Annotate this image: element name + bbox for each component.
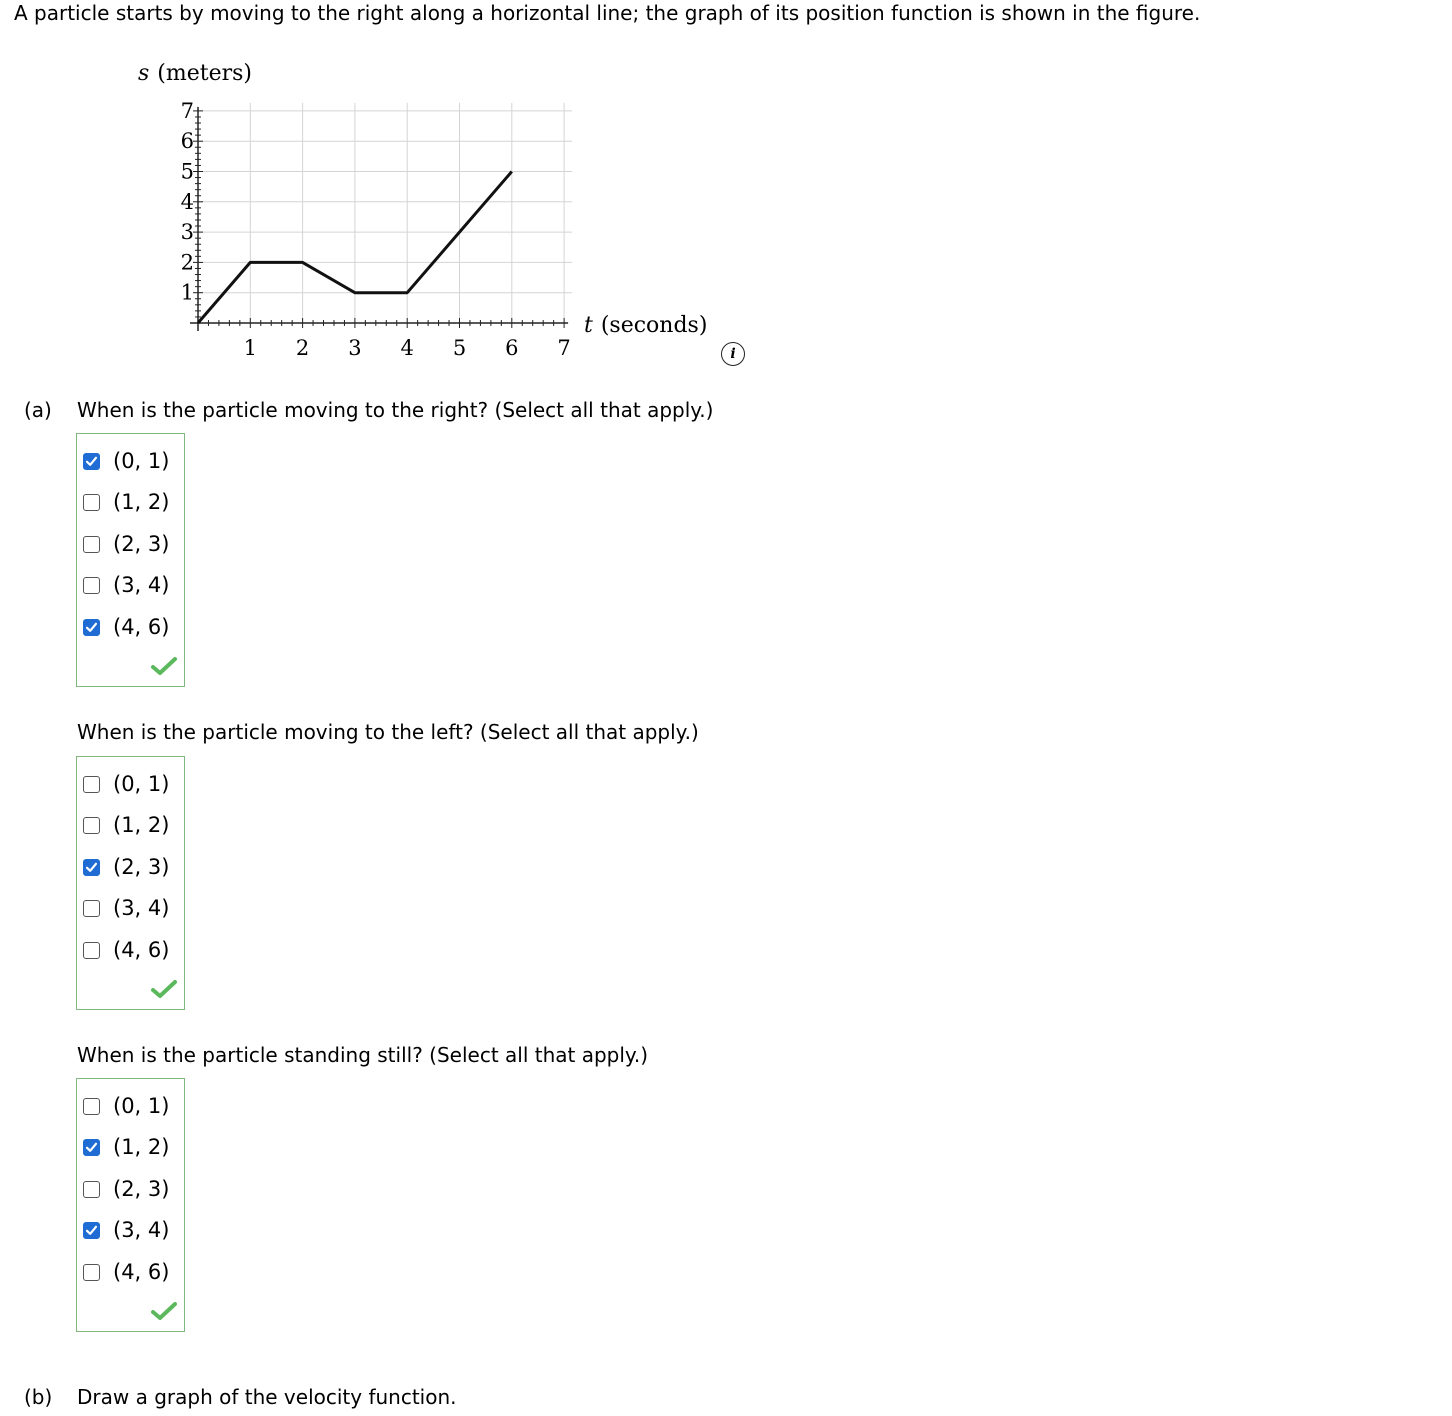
answer-group-left [76,756,185,1010]
checkbox[interactable] [83,494,100,511]
x-tick-label: 5 [452,336,467,360]
checkbox[interactable] [83,942,100,959]
option-label: (1, 2) [113,490,170,514]
option-label: (1, 2) [113,1135,170,1159]
option-label: (4, 6) [113,615,170,639]
option-label: (0, 1) [113,449,170,473]
option-0-3[interactable] [83,572,169,598]
x-axis-var: t [584,313,593,338]
checkbox[interactable] [83,453,100,470]
option-label: (4, 6) [113,1260,170,1284]
option-2-0[interactable] [83,1093,169,1119]
graph-minor-ticks [193,111,564,328]
option-label: (0, 1) [113,1094,170,1118]
y-tick-label: 4 [180,189,194,214]
x-tick-label: 3 [348,336,362,360]
x-tick-label: 7 [557,336,571,360]
option-label: (2, 3) [113,1177,170,1201]
option-label: (3, 4) [113,573,170,597]
checkbox[interactable] [83,1222,100,1239]
option-1-4[interactable] [83,937,169,963]
part-b-prompt: Draw a graph of the velocity function. [77,1385,457,1409]
option-label: (2, 3) [113,855,170,879]
question-left: When is the particle moving to the left? (Select all that apply.) [77,720,699,744]
checkbox[interactable] [83,1098,100,1115]
y-axis-unit: (meters) [157,61,253,86]
y-tick-label: 2 [180,250,194,275]
option-label: (4, 6) [113,938,170,962]
part-a-label: (a) [24,398,52,422]
y-tick-label: 3 [180,220,194,245]
question-right: When is the particle moving to the right? (Select all that apply.) [77,398,714,422]
option-1-3[interactable] [83,895,169,921]
option-0-1[interactable] [83,489,169,515]
option-label: (0, 1) [113,772,170,796]
y-tick-label: 7 [180,98,194,123]
checkbox[interactable] [83,900,100,917]
position-graph [0,0,800,380]
question-still: When is the particle standing still? (Select all that apply.) [77,1043,649,1067]
part-b-label: (b) [24,1385,53,1409]
checkbox[interactable] [83,1181,100,1198]
y-axis-var: s [138,61,150,86]
checkbox[interactable] [83,776,100,793]
y-axis-label [138,61,252,86]
option-label: (1, 2) [113,813,170,837]
x-tick-label: 6 [505,336,519,360]
checkbox[interactable] [83,619,100,636]
option-1-2[interactable] [83,854,169,880]
answer-group-still [76,1078,185,1332]
checkbox[interactable] [83,859,100,876]
y-tick-label: 1 [180,280,194,305]
graph-grid [198,103,572,323]
y-tick-label: 5 [180,159,194,184]
option-label: (2, 3) [113,532,170,556]
option-0-4[interactable] [83,614,169,640]
checkbox[interactable] [83,1264,100,1281]
option-label: (3, 4) [113,1218,170,1242]
correct-check-icon [151,979,177,999]
checkbox[interactable] [83,817,100,834]
x-tick-label: 4 [400,336,414,360]
problem-intro: A particle starts by moving to the right along a horizontal line; the graph of its position function is shown in the figure. [14,1,1201,25]
x-axis-label [584,313,707,338]
x-tick-label: 1 [243,336,257,360]
option-2-1[interactable] [83,1134,169,1160]
option-1-0[interactable] [83,771,169,797]
answer-group-right [76,433,185,687]
option-0-0[interactable] [83,448,169,474]
option-2-3[interactable] [83,1217,169,1243]
x-axis-unit: (seconds) [600,313,708,338]
y-tick-label: 6 [180,129,194,154]
checkbox[interactable] [83,577,100,594]
option-0-2[interactable] [83,531,169,557]
x-tick-label: 2 [295,336,310,360]
option-2-4[interactable] [83,1259,169,1285]
checkbox[interactable] [83,536,100,553]
correct-check-icon [151,656,177,676]
option-label: (3, 4) [113,896,170,920]
correct-check-icon [151,1301,177,1321]
option-1-1[interactable] [83,812,169,838]
checkbox[interactable] [83,1139,100,1156]
info-icon[interactable]: i [721,342,745,366]
option-2-2[interactable] [83,1176,169,1202]
